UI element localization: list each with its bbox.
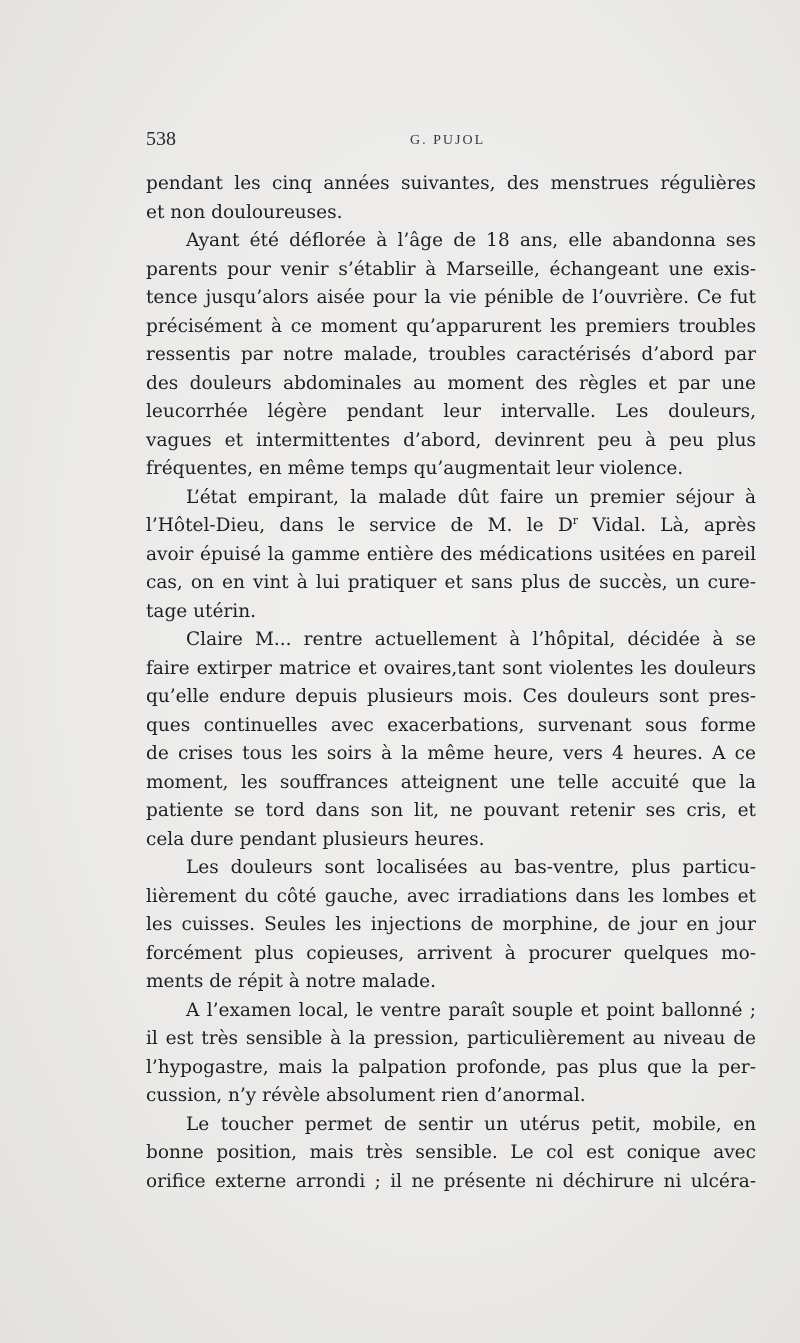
text-line: qu’elle endure depuis plusieurs mois. Ces douleurs sont pres- xyxy=(146,686,756,707)
running-head: G. PUJOL xyxy=(410,133,486,148)
body-text xyxy=(146,170,756,1196)
text-line: Les douleurs sont localisées au bas-ventre, plus particu- xyxy=(186,857,756,878)
text-line: bonne position, mais très sensible. Le col est conique avec xyxy=(146,1142,756,1163)
text-line: moment, les souffrances atteignent une telle accuité que la xyxy=(146,771,756,793)
text-line: orifice externe arrondi ; il ne présente ni déchirure ni ulcéra- xyxy=(146,1170,756,1192)
text-line: les cuisses. Seules les injections de morphine, de jour en jour xyxy=(146,914,756,935)
text-line: cela dure pendant plusieurs heures. xyxy=(146,828,485,850)
text-line: tence jusqu’alors aisée pour la vie pénible de l’ouvrière. Ce fut xyxy=(146,287,756,308)
text-line: L’état empirant, la malade dût faire un premier séjour à xyxy=(186,486,756,508)
text-line: Claire M... rentre actuellement à l’hôpital, décidée à se xyxy=(186,629,756,650)
text-line: faire extirper matrice et ovaires,tant sont violentes les douleurs xyxy=(146,657,756,679)
text-line: tage utérin. xyxy=(146,600,256,622)
text-segment: l’Hôtel-Dieu, dans le service de M. le D xyxy=(146,515,573,536)
text-line: fréquentes, en même temps qu’augmentait leur violence. xyxy=(146,458,684,479)
text-line: cas, on en vint à lui pratiquer et sans plus de succès, un cure- xyxy=(146,572,756,593)
page-header xyxy=(146,128,756,154)
text-line: Le toucher permet de sentir un utérus petit, mobile, en xyxy=(186,1113,756,1135)
text-line: lièrement du côté gauche, avec irradiations dans les lombes et xyxy=(146,885,756,907)
text-line: forcément plus copieuses, arrivent à procurer quelques mo- xyxy=(146,942,756,964)
text-line: précisément à ce moment qu’apparurent les premiers troubles xyxy=(146,315,756,337)
superscript: r xyxy=(572,513,579,527)
text-line: cussion, n’y révèle absolument rien d’anormal. xyxy=(146,1085,586,1106)
text-line: des douleurs abdominales au moment des règles et par une xyxy=(146,372,756,394)
text-segment: Vidal. Là, après xyxy=(578,515,756,536)
text-line: et non douloureuses. xyxy=(146,201,343,223)
text-line: ques continuelles avec exacerbations, survenant sous forme xyxy=(146,714,756,736)
page-number: 538 xyxy=(146,128,176,150)
text-line: A l’examen local, le ventre paraît souple et point ballonné ; xyxy=(186,999,756,1021)
text-line: ments de répit à notre malade. xyxy=(146,971,437,992)
text-line: ressentis par notre malade, troubles caractérisés d’abord par xyxy=(146,344,756,365)
text-line: leucorrhée légère pendant leur intervalle. Les douleurs, xyxy=(146,401,756,422)
text-line: Ayant été déflorée à l’âge de 18 ans, elle abandonna ses xyxy=(186,230,756,251)
text-line: vagues et intermittentes d’abord, devinrent peu à peu plus xyxy=(146,429,756,451)
text-line: avoir épuisé la gamme entière des médications usitées en pareil xyxy=(146,543,756,565)
text-line-with-superscript xyxy=(146,512,756,541)
text-line: il est très sensible à la pression, particulièrement au niveau de xyxy=(146,1028,756,1049)
text-line: parents pour venir s’établir à Marseille, échangeant une exis- xyxy=(146,258,756,280)
text-line: l’hypogastre, mais la palpation profonde, pas plus que la per- xyxy=(146,1056,756,1078)
text-line: de crises tous les soirs à la même heure, vers 4 heures. A ce xyxy=(146,743,756,764)
text-line: pendant les cinq années suivantes, des menstrues régulières xyxy=(146,173,756,194)
text-line: patiente se tord dans son lit, ne pouvant retenir ses cris, et xyxy=(146,800,756,821)
